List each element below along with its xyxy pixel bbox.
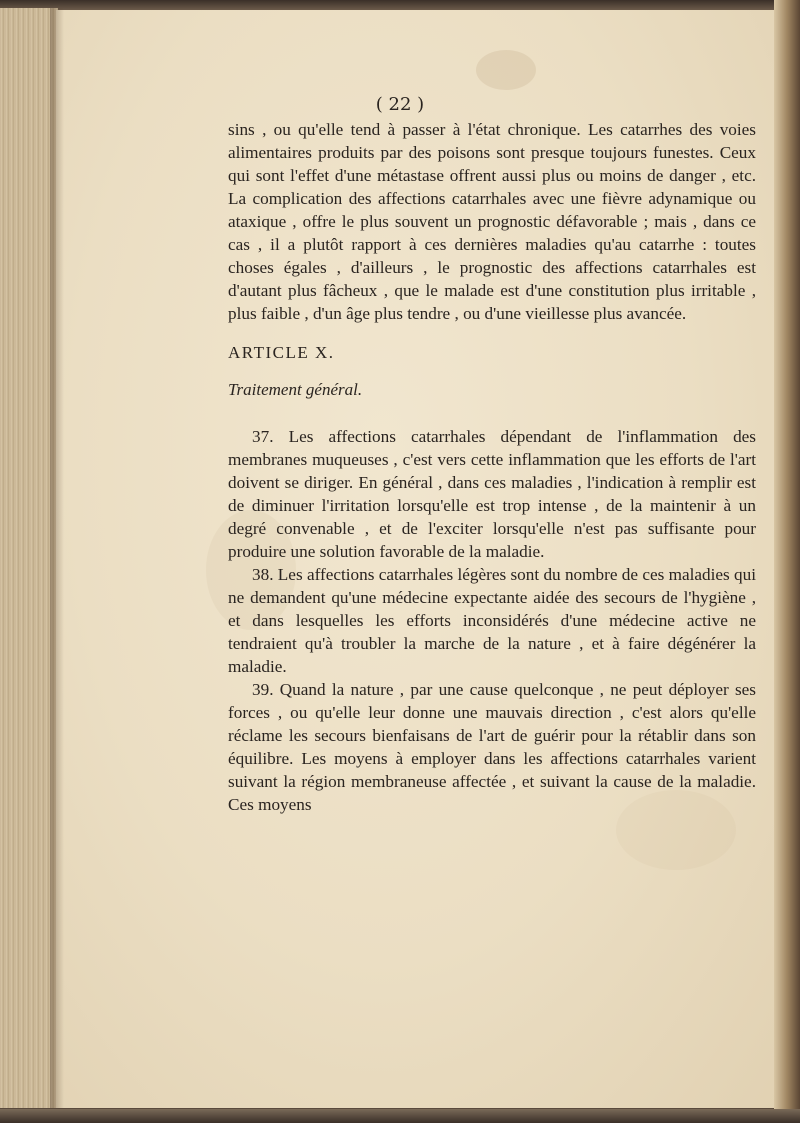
paragraph-38: 38. Les affections catarrhales légères sont du nombre de ces maladies qui ne demandent qu'une médecine expectante aidée des secours de l'hygiène , et dans lesquelles les efforts inconsidérés d'une médecine active ne tendraient qu'à troubler la marche de la nature , et à faire dégénérer la maladie. [228,565,756,676]
opening-paragraph: sins , ou qu'elle tend à passer à l'état chronique. Les catarrhes des voies alimentaires produits par des poisons sont presque toujours funestes. Ceux qui sont l'effet d'une métastase offrent aussi plus ou moins de danger , etc. La complication des affections catarrhales avec une fièvre adynamique ou ataxique , offre le plus souvent un prognostic défavorable ; mais , dans ce cas , il a plutôt rapport à ces dernières maladies qu'au catarrhe : toutes choses égales , d'ailleurs , le prognostic des affections catarrhales est d'autant plus fâcheux , que le malade est d'une constitution plus irritable , plus faible , d'un âge plus tendre , ou d'une vieillesse plus avancée. [228,120,756,323]
article-subheading: Traitement général. [228,380,363,399]
paragraph-37: 37. Les affections catarrhales dépendant de l'inflammation des membranes muqueuses , c'est vers cette inflammation que les efforts de l'art doivent se diriger. En général , dans ces maladies , l'indication à remplir est de diminuer l'irritation lorsqu'elle est trop intense , de la maintenir à un degré convenable , et de l'exciter lorsqu'elle n'est pas suffisante pour produire une solution favorable de la maladie. [228,427,756,561]
scan-top-edge [0,0,800,10]
paragraph-39: 39. Quand la nature , par une cause quelconque , ne peut déployer ses forces , ou qu'elle leur donne une mauvais direction , c'est alors qu'elle réclame les secours bienfaisans de l'art de guérir pour la rétablir dans son équilibre. Les moyens à employer dans les affections catarrhales varient suivant la région membraneuse affectée , et suivant la cause de la maladie. Ces moyens [228,680,756,814]
article-heading: ARTICLE X. [228,343,335,362]
body-text [228,118,756,816]
stain [476,50,536,90]
binding-edge [774,0,800,1123]
scan-bottom-edge [0,1109,800,1123]
page-number: ( 22 ) [375,94,425,115]
gutter-shadow [50,8,64,1108]
